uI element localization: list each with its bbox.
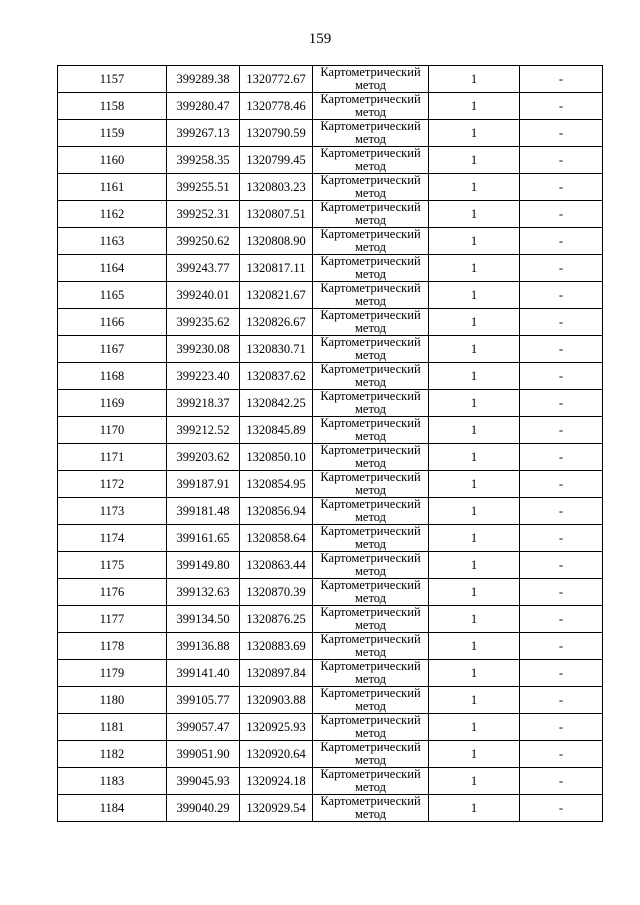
accuracy-cell: 1 (429, 66, 520, 93)
point-number-cell: 1165 (58, 282, 167, 309)
x-coordinate-cell: 399267.13 (167, 120, 240, 147)
table-row (58, 498, 603, 525)
note-cell: - (520, 66, 603, 93)
x-coordinate-cell: 399105.77 (167, 687, 240, 714)
x-coordinate-cell: 399240.01 (167, 282, 240, 309)
method-line-1: Картометрический (320, 281, 421, 295)
table-row (58, 714, 603, 741)
y-coordinate-cell: 1320929.54 (240, 795, 313, 822)
y-coordinate-cell: 1320830.71 (240, 336, 313, 363)
method-line-2: метод (354, 429, 386, 443)
accuracy-cell: 1 (429, 309, 520, 336)
method-cell (313, 687, 429, 714)
y-coordinate-cell: 1320876.25 (240, 606, 313, 633)
method-line-2: метод (354, 294, 386, 308)
point-number-cell: 1182 (58, 741, 167, 768)
method-line-1: Картометрический (320, 308, 421, 322)
note-cell: - (520, 363, 603, 390)
y-coordinate-cell: 1320850.10 (240, 444, 313, 471)
method-cell (313, 66, 429, 93)
method-cell (313, 633, 429, 660)
x-coordinate-cell: 399161.65 (167, 525, 240, 552)
accuracy-cell: 1 (429, 201, 520, 228)
x-coordinate-cell: 399250.62 (167, 228, 240, 255)
point-number-cell: 1175 (58, 552, 167, 579)
method-line-1: Картометрический (320, 605, 421, 619)
accuracy-cell: 1 (429, 228, 520, 255)
table-row (58, 228, 603, 255)
method-cell (313, 579, 429, 606)
y-coordinate-cell: 1320803.23 (240, 174, 313, 201)
coordinates-table (57, 65, 603, 822)
y-coordinate-cell: 1320856.94 (240, 498, 313, 525)
method-line-1: Картометрический (320, 200, 421, 214)
x-coordinate-cell: 399289.38 (167, 66, 240, 93)
method-line-2: метод (354, 240, 386, 254)
method-line-1: Картометрический (320, 92, 421, 106)
accuracy-cell: 1 (429, 498, 520, 525)
point-number-cell: 1168 (58, 363, 167, 390)
x-coordinate-cell: 399235.62 (167, 309, 240, 336)
method-line-2: метод (354, 105, 386, 119)
table-row (58, 552, 603, 579)
x-coordinate-cell: 399136.88 (167, 633, 240, 660)
method-line-2: метод (354, 267, 386, 281)
method-line-2: метод (354, 321, 386, 335)
note-cell: - (520, 795, 603, 822)
y-coordinate-cell: 1320807.51 (240, 201, 313, 228)
table-row (58, 417, 603, 444)
method-cell (313, 120, 429, 147)
accuracy-cell: 1 (429, 795, 520, 822)
method-cell (313, 714, 429, 741)
method-cell (313, 255, 429, 282)
table-row (58, 525, 603, 552)
method-line-2: метод (354, 402, 386, 416)
point-number-cell: 1172 (58, 471, 167, 498)
point-number-cell: 1166 (58, 309, 167, 336)
method-cell (313, 282, 429, 309)
x-coordinate-cell: 399051.90 (167, 741, 240, 768)
y-coordinate-cell: 1320863.44 (240, 552, 313, 579)
accuracy-cell: 1 (429, 768, 520, 795)
accuracy-cell: 1 (429, 471, 520, 498)
point-number-cell: 1173 (58, 498, 167, 525)
method-line-2: метод (354, 672, 386, 686)
accuracy-cell: 1 (429, 741, 520, 768)
table-row (58, 309, 603, 336)
point-number-cell: 1180 (58, 687, 167, 714)
accuracy-cell: 1 (429, 444, 520, 471)
method-line-2: метод (354, 132, 386, 146)
method-line-1: Картометрический (320, 632, 421, 646)
note-cell: - (520, 714, 603, 741)
method-line-1: Картометрический (320, 524, 421, 538)
accuracy-cell: 1 (429, 417, 520, 444)
y-coordinate-cell: 1320817.11 (240, 255, 313, 282)
method-line-1: Картометрический (320, 335, 421, 349)
y-coordinate-cell: 1320858.64 (240, 525, 313, 552)
page-number: 159 (308, 31, 332, 47)
note-cell: - (520, 741, 603, 768)
note-cell: - (520, 444, 603, 471)
x-coordinate-cell: 399255.51 (167, 174, 240, 201)
method-line-2: метод (354, 645, 386, 659)
method-line-1: Картометрический (320, 767, 421, 781)
accuracy-cell: 1 (429, 660, 520, 687)
point-number-cell: 1158 (58, 93, 167, 120)
table-row (58, 201, 603, 228)
x-coordinate-cell: 399132.63 (167, 579, 240, 606)
note-cell: - (520, 579, 603, 606)
x-coordinate-cell: 399218.37 (167, 390, 240, 417)
method-line-2: метод (354, 456, 386, 470)
x-coordinate-cell: 399230.08 (167, 336, 240, 363)
x-coordinate-cell: 399223.40 (167, 363, 240, 390)
method-line-1: Картометрический (320, 794, 421, 808)
table-row (58, 795, 603, 822)
point-number-cell: 1176 (58, 579, 167, 606)
note-cell: - (520, 282, 603, 309)
point-number-cell: 1183 (58, 768, 167, 795)
accuracy-cell: 1 (429, 552, 520, 579)
method-line-1: Картометрический (320, 146, 421, 160)
y-coordinate-cell: 1320799.45 (240, 147, 313, 174)
accuracy-cell: 1 (429, 147, 520, 174)
method-line-2: метод (354, 375, 386, 389)
method-line-1: Картометрический (320, 416, 421, 430)
method-line-1: Картометрический (320, 443, 421, 457)
method-cell (313, 498, 429, 525)
point-number-cell: 1163 (58, 228, 167, 255)
coordinates-table-body (58, 66, 603, 822)
note-cell: - (520, 93, 603, 120)
method-line-1: Картометрический (320, 497, 421, 511)
y-coordinate-cell: 1320924.18 (240, 768, 313, 795)
method-line-1: Картометрический (320, 227, 421, 241)
accuracy-cell: 1 (429, 633, 520, 660)
note-cell: - (520, 768, 603, 795)
method-line-2: метод (354, 186, 386, 200)
method-cell (313, 471, 429, 498)
method-line-1: Картометрический (320, 740, 421, 754)
y-coordinate-cell: 1320837.62 (240, 363, 313, 390)
method-cell (313, 228, 429, 255)
method-line-2: метод (354, 510, 386, 524)
table-row (58, 471, 603, 498)
method-line-1: Картометрический (320, 65, 421, 79)
point-number-cell: 1162 (58, 201, 167, 228)
table-row (58, 174, 603, 201)
point-number-cell: 1169 (58, 390, 167, 417)
method-line-2: метод (354, 78, 386, 92)
y-coordinate-cell: 1320842.25 (240, 390, 313, 417)
x-coordinate-cell: 399280.47 (167, 93, 240, 120)
x-coordinate-cell: 399252.31 (167, 201, 240, 228)
point-number-cell: 1170 (58, 417, 167, 444)
note-cell: - (520, 309, 603, 336)
point-number-cell: 1159 (58, 120, 167, 147)
method-line-2: метод (354, 564, 386, 578)
x-coordinate-cell: 399141.40 (167, 660, 240, 687)
method-cell (313, 525, 429, 552)
y-coordinate-cell: 1320883.69 (240, 633, 313, 660)
y-coordinate-cell: 1320821.67 (240, 282, 313, 309)
accuracy-cell: 1 (429, 255, 520, 282)
method-cell (313, 795, 429, 822)
note-cell: - (520, 471, 603, 498)
method-cell (313, 606, 429, 633)
note-cell: - (520, 390, 603, 417)
method-line-2: метод (354, 213, 386, 227)
note-cell: - (520, 606, 603, 633)
accuracy-cell: 1 (429, 579, 520, 606)
table-row (58, 633, 603, 660)
point-number-cell: 1179 (58, 660, 167, 687)
method-cell (313, 417, 429, 444)
note-cell: - (520, 498, 603, 525)
note-cell: - (520, 255, 603, 282)
table-row (58, 606, 603, 633)
accuracy-cell: 1 (429, 606, 520, 633)
table-row (58, 768, 603, 795)
table-row (58, 579, 603, 606)
note-cell: - (520, 525, 603, 552)
method-line-2: метод (354, 483, 386, 497)
accuracy-cell: 1 (429, 363, 520, 390)
y-coordinate-cell: 1320790.59 (240, 120, 313, 147)
table-row (58, 120, 603, 147)
point-number-cell: 1167 (58, 336, 167, 363)
method-cell (313, 363, 429, 390)
method-cell (313, 660, 429, 687)
table-row (58, 687, 603, 714)
point-number-cell: 1181 (58, 714, 167, 741)
x-coordinate-cell: 399134.50 (167, 606, 240, 633)
point-number-cell: 1171 (58, 444, 167, 471)
y-coordinate-cell: 1320903.88 (240, 687, 313, 714)
method-line-1: Картометрический (320, 173, 421, 187)
accuracy-cell: 1 (429, 120, 520, 147)
y-coordinate-cell: 1320854.95 (240, 471, 313, 498)
method-line-2: метод (354, 348, 386, 362)
note-cell: - (520, 228, 603, 255)
y-coordinate-cell: 1320808.90 (240, 228, 313, 255)
point-number-cell: 1164 (58, 255, 167, 282)
y-coordinate-cell: 1320778.46 (240, 93, 313, 120)
method-line-1: Картометрический (320, 119, 421, 133)
x-coordinate-cell: 399149.80 (167, 552, 240, 579)
method-line-2: метод (354, 159, 386, 173)
point-number-cell: 1161 (58, 174, 167, 201)
method-cell (313, 444, 429, 471)
method-line-1: Картометрический (320, 470, 421, 484)
y-coordinate-cell: 1320772.67 (240, 66, 313, 93)
method-cell (313, 309, 429, 336)
x-coordinate-cell: 399203.62 (167, 444, 240, 471)
accuracy-cell: 1 (429, 687, 520, 714)
x-coordinate-cell: 399040.29 (167, 795, 240, 822)
method-cell (313, 768, 429, 795)
y-coordinate-cell: 1320920.64 (240, 741, 313, 768)
method-line-2: метод (354, 699, 386, 713)
point-number-cell: 1174 (58, 525, 167, 552)
x-coordinate-cell: 399187.91 (167, 471, 240, 498)
x-coordinate-cell: 399045.93 (167, 768, 240, 795)
method-line-1: Картометрический (320, 686, 421, 700)
method-line-2: метод (354, 780, 386, 794)
point-number-cell: 1177 (58, 606, 167, 633)
point-number-cell: 1160 (58, 147, 167, 174)
point-number-cell: 1184 (58, 795, 167, 822)
note-cell: - (520, 687, 603, 714)
point-number-cell: 1157 (58, 66, 167, 93)
method-cell (313, 390, 429, 417)
method-line-1: Картометрический (320, 578, 421, 592)
table-row (58, 255, 603, 282)
method-line-2: метод (354, 753, 386, 767)
x-coordinate-cell: 399258.35 (167, 147, 240, 174)
y-coordinate-cell: 1320870.39 (240, 579, 313, 606)
y-coordinate-cell: 1320897.84 (240, 660, 313, 687)
y-coordinate-cell: 1320826.67 (240, 309, 313, 336)
method-line-1: Картометрический (320, 254, 421, 268)
method-line-2: метод (354, 618, 386, 632)
table-row (58, 93, 603, 120)
method-cell (313, 93, 429, 120)
method-line-2: метод (354, 537, 386, 551)
y-coordinate-cell: 1320845.89 (240, 417, 313, 444)
note-cell: - (520, 660, 603, 687)
accuracy-cell: 1 (429, 390, 520, 417)
table-row (58, 660, 603, 687)
table-row (58, 363, 603, 390)
table-row (58, 147, 603, 174)
point-number-cell: 1178 (58, 633, 167, 660)
accuracy-cell: 1 (429, 525, 520, 552)
table-row (58, 336, 603, 363)
table-row (58, 741, 603, 768)
x-coordinate-cell: 399243.77 (167, 255, 240, 282)
x-coordinate-cell: 399181.48 (167, 498, 240, 525)
method-cell (313, 741, 429, 768)
x-coordinate-cell: 399057.47 (167, 714, 240, 741)
method-cell (313, 336, 429, 363)
accuracy-cell: 1 (429, 174, 520, 201)
y-coordinate-cell: 1320925.93 (240, 714, 313, 741)
method-line-1: Картометрический (320, 389, 421, 403)
method-line-1: Картометрический (320, 551, 421, 565)
method-line-2: метод (354, 807, 386, 821)
method-cell (313, 201, 429, 228)
note-cell: - (520, 201, 603, 228)
note-cell: - (520, 120, 603, 147)
note-cell: - (520, 552, 603, 579)
method-cell (313, 552, 429, 579)
note-cell: - (520, 147, 603, 174)
accuracy-cell: 1 (429, 714, 520, 741)
note-cell: - (520, 417, 603, 444)
accuracy-cell: 1 (429, 336, 520, 363)
table-row (58, 444, 603, 471)
method-line-1: Картометрический (320, 362, 421, 376)
method-cell (313, 174, 429, 201)
accuracy-cell: 1 (429, 282, 520, 309)
method-line-1: Картометрический (320, 713, 421, 727)
table-row (58, 66, 603, 93)
note-cell: - (520, 633, 603, 660)
table-row (58, 390, 603, 417)
note-cell: - (520, 174, 603, 201)
accuracy-cell: 1 (429, 93, 520, 120)
note-cell: - (520, 336, 603, 363)
table-row (58, 282, 603, 309)
method-line-2: метод (354, 591, 386, 605)
method-cell (313, 147, 429, 174)
method-line-2: метод (354, 726, 386, 740)
method-line-1: Картометрический (320, 659, 421, 673)
x-coordinate-cell: 399212.52 (167, 417, 240, 444)
